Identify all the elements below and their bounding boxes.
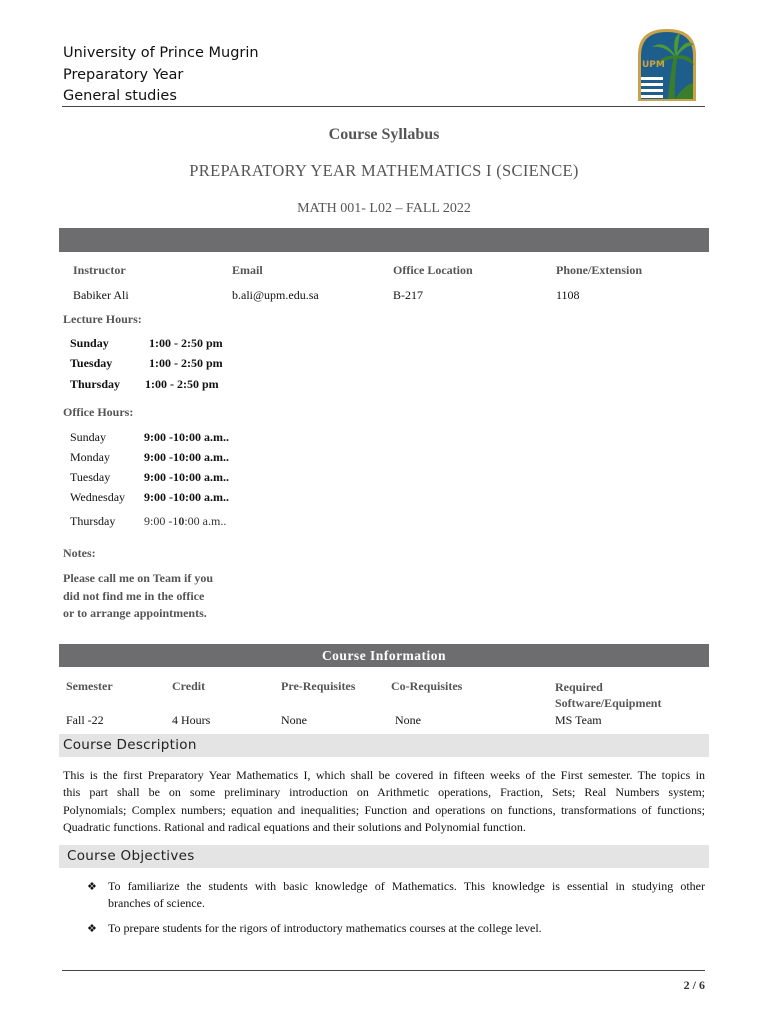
upm-logo — [634, 25, 700, 103]
prerequisites-value: None — [281, 713, 307, 727]
phone-header: Phone/Extension — [556, 263, 643, 277]
bullet-icon: ❖ — [87, 881, 97, 893]
objective-item: To prepare students for the rigors of introductory mathematics courses at the college level. — [108, 921, 542, 935]
lecture-day: Tuesday — [70, 356, 113, 370]
header-divider — [62, 106, 705, 107]
lecture-time: 1:00 - 2:50 pm — [145, 377, 219, 391]
corequisites-value: None — [395, 713, 421, 727]
office-time: 9:00 -10:00 a.m.. — [144, 514, 227, 528]
course-code: MATH 001- L02 – FALL 2022 — [297, 201, 471, 216]
email-header: Email — [232, 263, 263, 277]
course-description-title: Course Description — [63, 737, 197, 753]
lecture-time: 1:00 - 2:50 pm — [149, 356, 223, 370]
lecture-day: Thursday — [70, 377, 121, 391]
corequisites-header: Co-Requisites — [391, 679, 463, 693]
instructor-section-bar — [59, 228, 709, 252]
required-software-header: Required Software/Equipment — [555, 680, 662, 710]
course-title: PREPARATORY YEAR MATHEMATICS I (SCIENCE) — [189, 161, 579, 180]
instructor-header: Instructor — [73, 263, 126, 277]
office-day: Thursday — [70, 514, 116, 528]
office-hours-label: Office Hours: — [63, 405, 134, 419]
semester-value: Fall -22 — [66, 713, 104, 727]
office-day: Sunday — [70, 430, 106, 444]
office-location-header: Office Location — [393, 263, 473, 277]
instructor-email[interactable]: b.ali@upm.edu.sa — [232, 288, 319, 302]
course-description-header — [59, 734, 709, 757]
required-software-value: MS Team — [555, 713, 602, 727]
notes-text: Please call me on Team if you did not find me in the office or to arrange appointments. — [63, 571, 213, 620]
office-location: B-217 — [393, 288, 423, 302]
course-info-title: Course Information — [321, 648, 447, 663]
university-name: University of Prince Mugrin — [63, 45, 259, 61]
office-time: 9:00 -10:00 a.m.. — [144, 430, 229, 444]
doc-title: Course Syllabus — [328, 126, 440, 143]
instructor-name: Babiker Ali — [73, 288, 129, 302]
office-day: Tuesday — [70, 470, 111, 484]
office-time: 9:00 -10:00 a.m.. — [144, 470, 229, 484]
lecture-day: Sunday — [70, 336, 109, 350]
phone-extension: 1108 — [556, 288, 580, 302]
prerequisites-header: Pre-Requisites — [281, 679, 356, 693]
office-day: Wednesday — [70, 490, 126, 504]
course-objectives-title: Course Objectives — [67, 848, 195, 864]
credit-value: 4 Hours — [172, 713, 211, 727]
page-number: 2 / 6 — [683, 978, 705, 992]
program-name: Preparatory Year — [63, 67, 184, 83]
course-info-bar — [59, 644, 709, 667]
credit-header: Credit — [172, 679, 206, 693]
semester-header: Semester — [66, 679, 113, 693]
office-time: 9:00 -10:00 a.m.. — [144, 450, 229, 464]
office-time: 9:00 -10:00 a.m.. — [144, 490, 229, 504]
bullet-icon: ❖ — [87, 923, 97, 935]
notes-label: Notes: — [63, 546, 96, 560]
lecture-hours-label: Lecture Hours: — [63, 312, 142, 326]
department-name: General studies — [63, 88, 177, 104]
lecture-time: 1:00 - 2:50 pm — [149, 336, 223, 350]
objective-item: To familiarize the students with basic knowledge of Mathematics. This knowledge is essential in studying other branches of science. — [108, 879, 705, 911]
footer-divider — [62, 970, 705, 971]
logo-text: UPM — [642, 60, 665, 70]
office-day: Monday — [70, 450, 110, 464]
course-description-text: This is the first Preparatory Year Mathematics I, which shall be covered in fifteen weeks of the First semester. The topics in this part shall be on some preliminary introduction on Arithmetic operations, Fraction, Sets; Real Numbers system; Polynomials; Complex numbers; equation and inequalities; Function and operations on functions, transformations of functions; Quadratic functions. Rational and radical equations and their solutions and Polynomial function. — [63, 768, 705, 835]
course-objectives-header — [59, 845, 709, 868]
